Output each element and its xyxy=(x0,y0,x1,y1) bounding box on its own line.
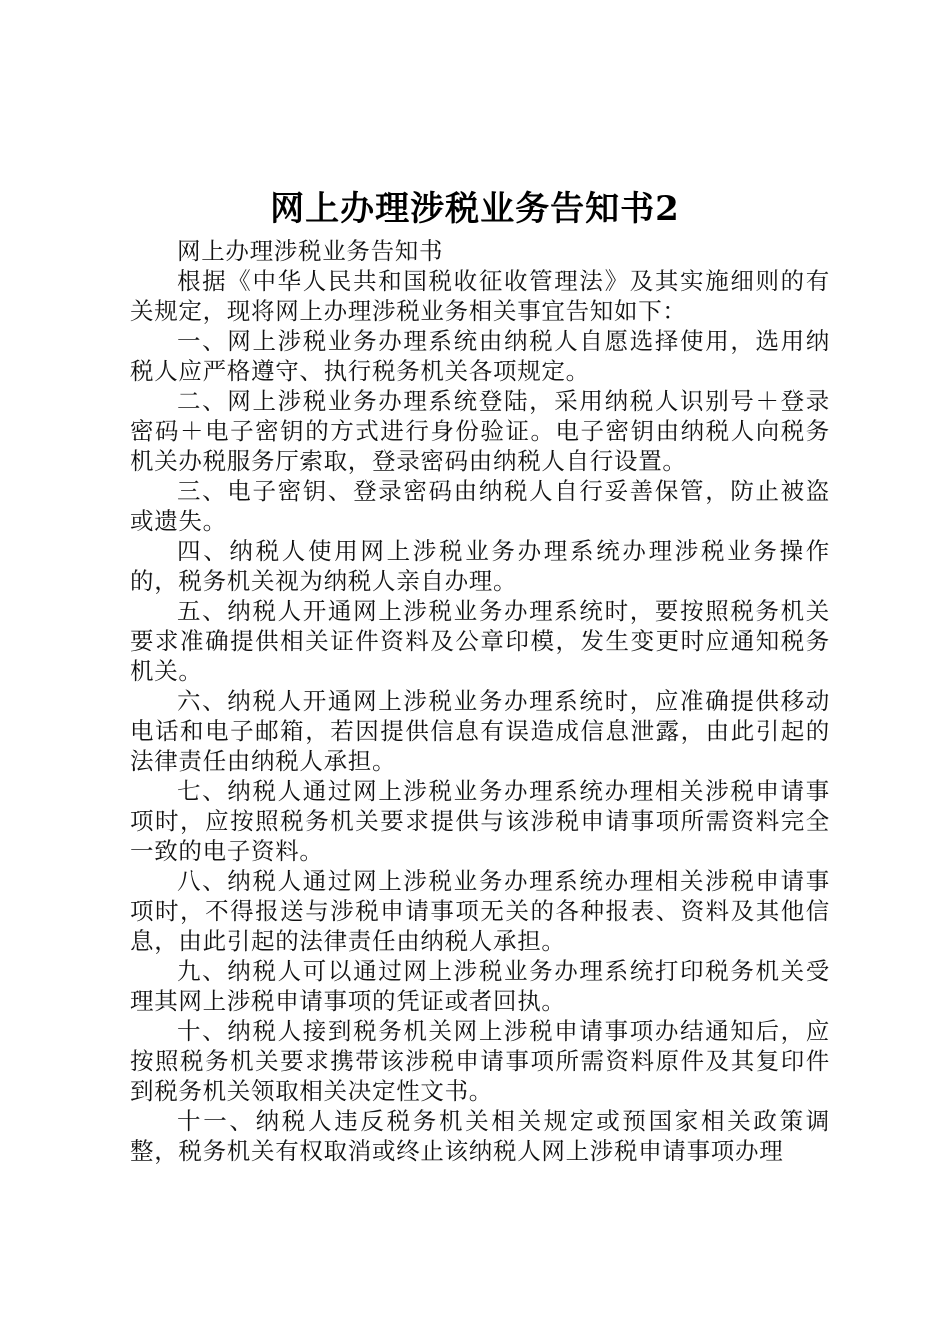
paragraph-item-6: 六、纳税人开通网上涉税业务办理系统时，应准确提供移动电话和电子邮箱，若因提供信息有误造成信息泄露，由此引起的法律责任由纳税人承担。 xyxy=(130,687,830,775)
paragraph-item-2: 二、网上涉税业务办理系统登陆，采用纳税人识别号＋登录密码＋电子密钥的方式进行身份验证。电子密钥由纳税人向税务机关办税服务厅索取，登录密码由纳税人自行设置。 xyxy=(130,387,830,475)
paragraph-item-11: 十一、纳税人违反税务机关相关规定或预国家相关政策调整，税务机关有权取消或终止该纳税人网上涉税申请事项办理 xyxy=(130,1107,830,1165)
paragraph-item-1: 一、网上涉税业务办理系统由纳税人自愿选择使用，选用纳税人应严格遵守、执行税务机关各项规定。 xyxy=(130,327,830,385)
document-body xyxy=(130,236,830,1166)
paragraph-item-4: 四、纳税人使用网上涉税业务办理系统办理涉税业务操作的，税务机关视为纳税人亲自办理。 xyxy=(130,537,830,595)
paragraph-heading: 网上办理涉税业务告知书 xyxy=(177,237,444,265)
paragraph-intro: 根据《中华人民共和国税收征收管理法》及其实施细则的有关规定，现将网上办理涉税业务相关事宜告知如下： xyxy=(130,267,830,325)
paragraph-item-5: 五、纳税人开通网上涉税业务办理系统时，要按照税务机关要求准确提供相关证件资料及公章印模，发生变更时应通知税务机关。 xyxy=(130,597,830,685)
paragraph-item-9: 九、纳税人可以通过网上涉税业务办理系统打印税务机关受理其网上涉税申请事项的凭证或者回执。 xyxy=(130,957,830,1015)
document-title: 网上办理涉税业务告知书2 xyxy=(270,189,680,229)
paragraph-item-7: 七、纳税人通过网上涉税业务办理系统办理相关涉税申请事项时，应按照税务机关要求提供与该涉税申请事项所需资料完全一致的电子资料。 xyxy=(130,777,830,865)
paragraph-item-10: 十、纳税人接到税务机关网上涉税申请事项办结通知后，应按照税务机关要求携带该涉税申请事项所需资料原件及其复印件到税务机关领取相关决定性文书。 xyxy=(130,1017,830,1105)
paragraph-item-8: 八、纳税人通过网上涉税业务办理系统办理相关涉税申请事项时，不得报送与涉税申请事项无关的各种报表、资料及其他信息，由此引起的法律责任由纳税人承担。 xyxy=(130,867,830,955)
paragraph-item-3: 三、电子密钥、登录密码由纳税人自行妥善保管，防止被盗或遗失。 xyxy=(130,477,830,535)
